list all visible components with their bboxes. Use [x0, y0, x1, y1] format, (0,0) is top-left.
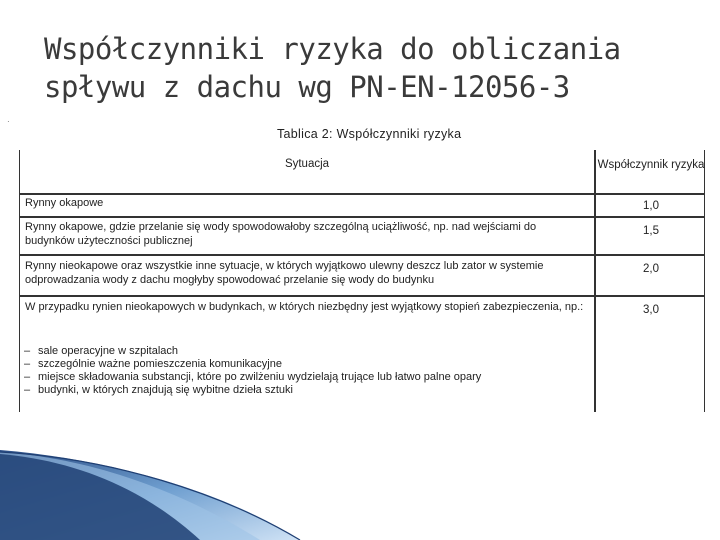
header-coefficient: Współczynnik ryzyka: [597, 159, 705, 171]
row-divider: [20, 193, 704, 195]
scan-artifact-dot: ·: [7, 117, 10, 126]
row-3-coefficient: 2,0: [643, 263, 659, 275]
row-divider: [20, 216, 704, 218]
decorative-wave: [0, 440, 720, 540]
bullet-item: – sale operacyjne w szpitalach: [22, 345, 592, 358]
row-4-coefficient: 3,0: [643, 304, 659, 316]
header-situation: Sytuacja: [284, 158, 330, 170]
row-1-situation: Rynny okapowe: [25, 197, 104, 209]
row-divider: [20, 254, 704, 256]
row-4-situation: W przypadku rynien nieokapowych w budynkach, w których niezbędny jest wyjątkowy stopień zabezpieczenia, np.:: [25, 301, 584, 313]
row-4-bullet-list: [22, 345, 592, 397]
column-divider: [594, 150, 596, 412]
row-3-situation: Rynny nieokapowe oraz wszystkie inne sytuacje, w których wyjątkowo ulewny deszcz lub zator w systemie odprowadzania wody z dachu mogłyby spowodować przelanie się wody do budynku: [25, 260, 544, 286]
row-1-coefficient: 1,0: [643, 200, 659, 212]
bullet-item: – miejsce składowania substancji, które po zwilżeniu wydzielają trujące lub łatwo palne opary: [22, 371, 592, 384]
row-2-situation: Rynny okapowe, gdzie przelanie się wody spowodowałoby szczególną uciążliwość, np. nad wejściami do budynków użyteczności publicznej: [25, 221, 537, 247]
bullet-item: – szczególnie ważne pomieszczenia komunikacyjne: [22, 358, 592, 371]
table-caption: Tablica 2: Współczynniki ryzyka: [277, 127, 462, 141]
row-2-coefficient: 1,5: [643, 225, 659, 237]
row-divider: [20, 295, 704, 297]
slide-title: Współczynniki ryzyka do obliczania spływu z dachu wg PN-EN-12056-3: [44, 32, 621, 104]
risk-coefficient-table: [19, 150, 705, 412]
bullet-item: – budynki, w których znajdują się wybitne dzieła sztuki: [22, 384, 592, 397]
